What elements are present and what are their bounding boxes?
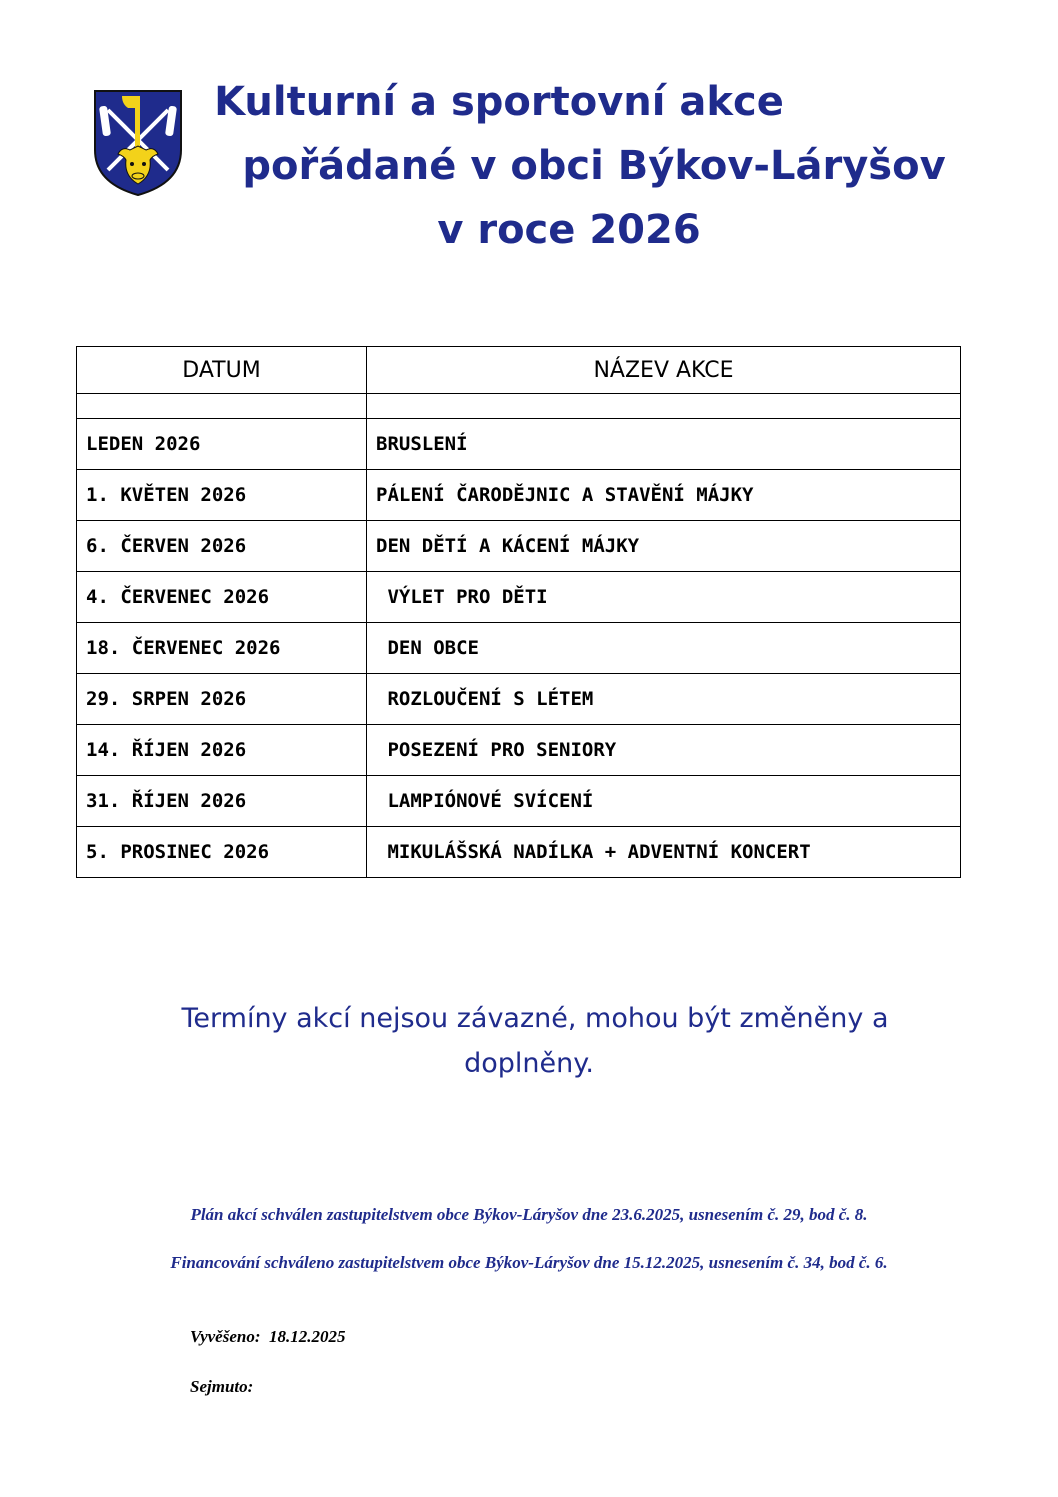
event-name: DEN DĚTÍ A KÁCENÍ MÁJKY bbox=[367, 521, 961, 572]
column-header-date: DATUM bbox=[77, 347, 367, 394]
event-date: 18. ČERVENEC 2026 bbox=[77, 623, 367, 674]
table-row bbox=[77, 827, 961, 878]
table-spacer-row bbox=[77, 394, 961, 419]
event-name: ROZLOUČENÍ S LÉTEM bbox=[367, 674, 961, 725]
event-name: MIKULÁŠSKÁ NADÍLKA + ADVENTNÍ KONCERT bbox=[367, 827, 961, 878]
event-date: 14. ŘÍJEN 2026 bbox=[77, 725, 367, 776]
table-row bbox=[77, 725, 961, 776]
posted-date: Vyvěšeno: 18.12.2025 bbox=[190, 1327, 346, 1346]
removed-date: Sejmuto: bbox=[190, 1377, 254, 1396]
event-date: 5. PROSINEC 2026 bbox=[77, 827, 367, 878]
event-date: 4. ČERVENEC 2026 bbox=[77, 572, 367, 623]
page-title-line-1: Kulturní a sportovní akce bbox=[214, 79, 784, 125]
page-title-line-3: v roce 2026 bbox=[437, 207, 701, 253]
disclaimer-line-1: Termíny akcí nejsou závazné, mohou být změněny a bbox=[181, 1003, 889, 1034]
table-row bbox=[77, 674, 961, 725]
table-row bbox=[77, 419, 961, 470]
page-title-line-2: pořádané v obci Býkov-Láryšov bbox=[242, 143, 946, 189]
event-date: LEDEN 2026 bbox=[77, 419, 367, 470]
event-name: PÁLENÍ ČARODĚJNIC A STAVĚNÍ MÁJKY bbox=[367, 470, 961, 521]
events-table bbox=[76, 346, 961, 878]
table-header-row bbox=[77, 347, 961, 394]
event-name: LAMPIÓNOVÉ SVÍCENÍ bbox=[367, 776, 961, 827]
table-row bbox=[77, 572, 961, 623]
event-date: 6. ČERVEN 2026 bbox=[77, 521, 367, 572]
event-date: 29. SRPEN 2026 bbox=[77, 674, 367, 725]
table-row bbox=[77, 623, 961, 674]
table-row bbox=[77, 521, 961, 572]
table-row bbox=[77, 470, 961, 521]
event-name: POSEZENÍ PRO SENIORY bbox=[367, 725, 961, 776]
table-row bbox=[77, 776, 961, 827]
event-date: 1. KVĚTEN 2026 bbox=[77, 470, 367, 521]
event-name: VÝLET PRO DĚTI bbox=[367, 572, 961, 623]
plan-approval-note: Plán akcí schválen zastupitelstvem obce Býkov-Láryšov dne 23.6.2025, usnesením č. 29, bod č. 8. bbox=[190, 1205, 868, 1224]
event-date: 31. ŘÍJEN 2026 bbox=[77, 776, 367, 827]
financing-approval-note: Financování schváleno zastupitelstvem obce Býkov-Láryšov dne 15.12.2025, usnesením č. 34, bod č. 6. bbox=[170, 1253, 888, 1272]
event-name: BRUSLENÍ bbox=[367, 419, 961, 470]
event-name: DEN OBCE bbox=[367, 623, 961, 674]
disclaimer-line-2: doplněny. bbox=[464, 1048, 594, 1079]
column-header-event: NÁZEV AKCE bbox=[367, 347, 961, 394]
